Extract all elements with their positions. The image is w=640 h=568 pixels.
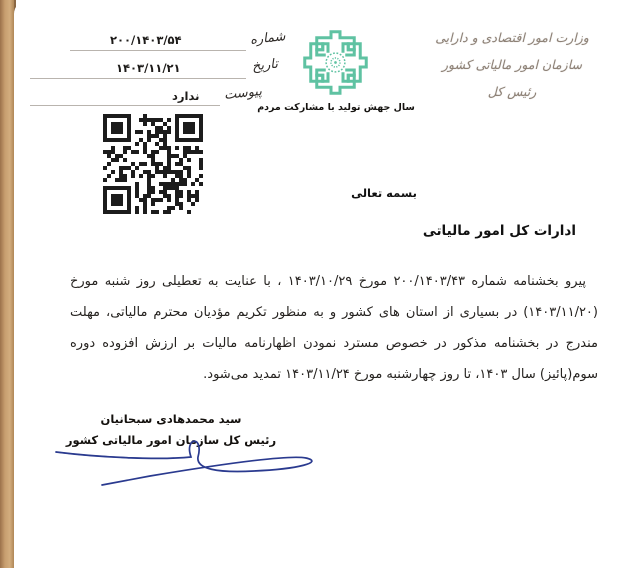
number-label: شماره xyxy=(249,29,287,48)
date-field-line xyxy=(30,78,246,79)
letterhead-ministry: وزارت امور اقتصادی و دارایی xyxy=(435,30,589,45)
letter-sheet xyxy=(14,0,640,568)
number-value: ۲۰۰/۱۴۰۳/۵۴ xyxy=(110,33,182,47)
date-value: ۱۴۰۳/۱۱/۲۱ xyxy=(116,61,181,75)
attachment-label: پیوست xyxy=(223,84,263,103)
signer-name: سید محمدهادی سبحانیان xyxy=(100,412,242,426)
handwritten-signature-icon xyxy=(54,428,339,490)
date-label: تاریخ xyxy=(251,56,279,75)
year-slogan: سال جهش تولید با مشارکت مردم xyxy=(257,102,415,113)
addressee-heading: ادارات کل امور مالیاتی xyxy=(422,223,576,239)
bismillah-text: بسمه تعالی xyxy=(351,186,417,200)
number-field-line xyxy=(70,50,246,51)
signer-title: رئیس کل سازمان امور مالیاتی کشور xyxy=(65,433,277,447)
tax-administration-emblem-icon xyxy=(298,25,373,100)
attachment-value: ندارد xyxy=(172,89,200,103)
qr-code-icon xyxy=(102,114,204,214)
attachment-field-line xyxy=(30,105,220,106)
letterhead-block xyxy=(412,24,612,105)
letterhead-office: رئیس کل xyxy=(487,84,537,99)
letter-body: پیرو بخشنامه شماره ۲۰۰/۱۴۰۳/۴۳ مورخ ۱۴۰۳/۱۰/۲۹ ، با عنایت به تعطیلی روز شنبه مورخ (۱۴۰۳/۱۱/۲۰) در بسیاری از استان های کشور و به منظور تکریم مؤدیان محترم مالیاتی، مهلت مندرج در بخشنامه مذکور در خصوص مسترد نمودن اظهارنامه مالیات بر ارزش افزوده دوره سوم(پائیز) سال ۱۴۰۳، تا روز چهارشنبه مورخ ۱۴۰۳/۱۱/۲۴ تمدید می‌شود. xyxy=(70,274,598,382)
letterhead-organization: سازمان امور مالیاتی کشور xyxy=(442,57,582,72)
